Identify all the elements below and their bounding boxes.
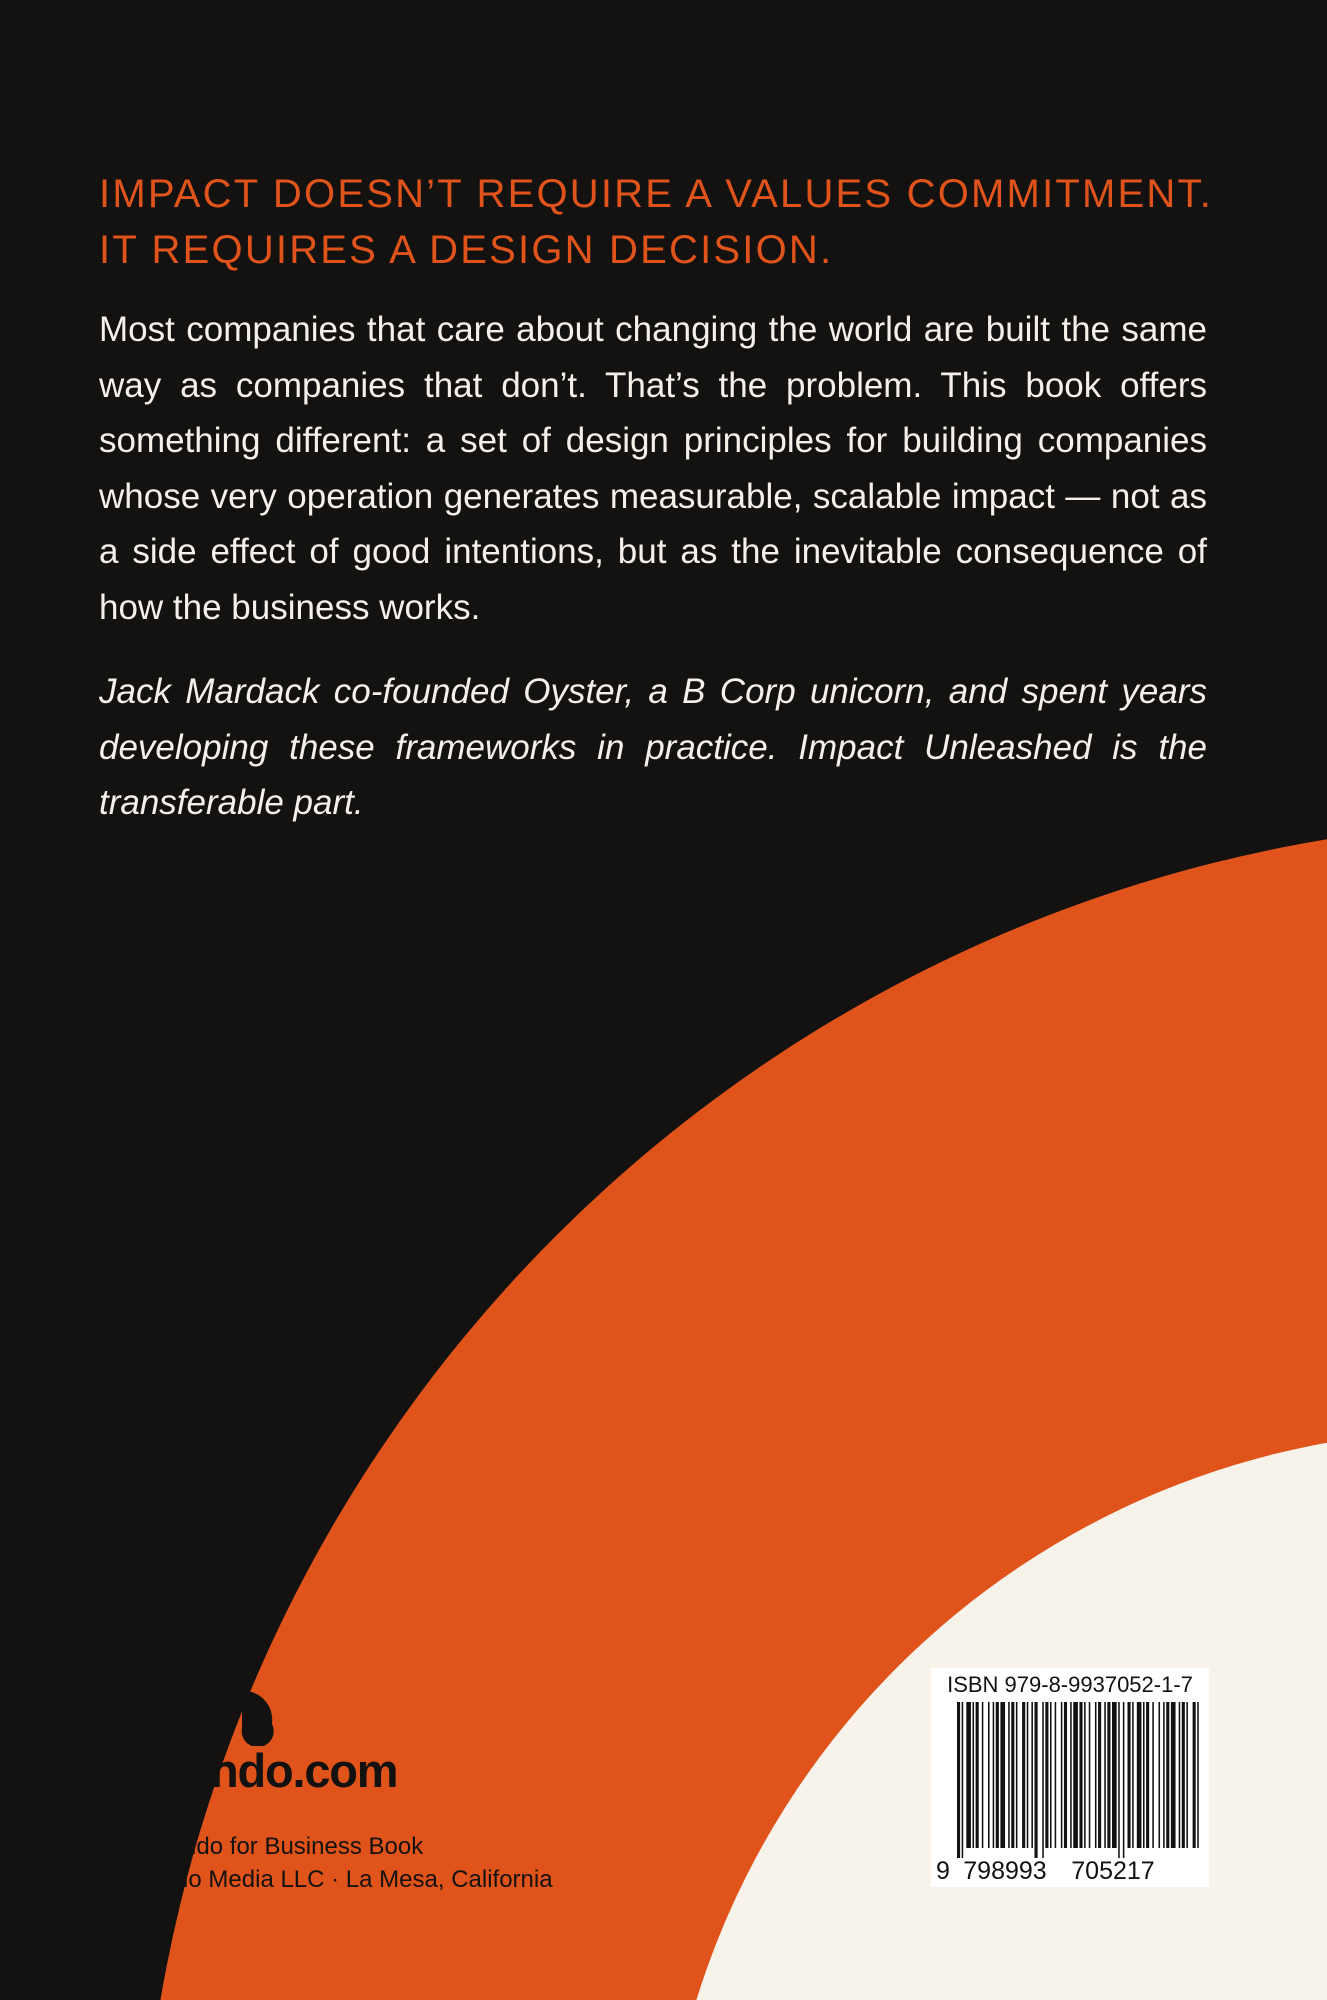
barcode-bar [1061, 1702, 1063, 1848]
barcode-bar [1171, 1702, 1176, 1848]
barcode-bar [1050, 1702, 1052, 1848]
imprint-info [99, 1830, 553, 1896]
barcode-bar [1055, 1702, 1057, 1848]
barcode-bar [1163, 1702, 1165, 1848]
barcode-left-digits: 798993 [963, 1857, 1047, 1885]
barcode-bar [976, 1702, 979, 1848]
imprint-line-1: A Lloviendo for Business Book [99, 1833, 424, 1860]
barcode-bar [1132, 1702, 1134, 1848]
barcode-bar [973, 1702, 975, 1848]
barcode-bar [1089, 1702, 1091, 1848]
barcode-bars [957, 1702, 1199, 1858]
headline-line-1: IMPACT DOESN’T REQUIRE A VALUES COMMITMENT. [99, 172, 1214, 216]
barcode-bar [966, 1702, 971, 1848]
barcode-bar [1016, 1702, 1018, 1848]
barcode-bar [1179, 1702, 1181, 1848]
barcode-bar [1070, 1702, 1072, 1848]
isbn-barcode [931, 1668, 1209, 1887]
barcode-bar [1146, 1702, 1149, 1848]
barcode-bar [1042, 1702, 1044, 1858]
barcode-bar [1095, 1702, 1097, 1848]
barcode-bar [1193, 1702, 1196, 1848]
barcode-bar [1000, 1702, 1005, 1848]
barcode-bar [1045, 1702, 1048, 1848]
barcode-bar [1197, 1702, 1199, 1848]
barcode-bar [1159, 1702, 1161, 1848]
book-description: Most companies that care about changing the world are built the same way as companies that don’t. That’s the problem. This book offers something different: a set of design principles for building companies whose very operation generates measurable, scalable impact — not as a side effect of good intentions, but as the inevitable consequence of how the business works. [99, 310, 1207, 627]
barcode-bar [1128, 1702, 1131, 1848]
barcode-bar [1186, 1702, 1188, 1848]
barcode-bar [1031, 1702, 1033, 1848]
barcode-bar [1008, 1702, 1010, 1848]
barcode-bar [1073, 1702, 1078, 1848]
headline [99, 166, 1259, 278]
barcode-bar [1011, 1702, 1014, 1848]
imprint-line-2: Lloviendo Media LLC · La Mesa, California [99, 1866, 553, 1893]
barcode-bar [1107, 1702, 1110, 1848]
barcode-bar [1064, 1702, 1067, 1848]
barcode-bar [1084, 1702, 1086, 1848]
isbn-label: ISBN 979-8-9937052-1-7 [947, 1672, 1193, 1697]
double-raindrop-icon [196, 1688, 278, 1746]
barcode-bar [1112, 1702, 1117, 1848]
headline-line-2: IT REQUIRES A DESIGN DECISION. [99, 228, 834, 272]
barcode-bar [996, 1702, 999, 1848]
barcode-right-digits: 705217 [1071, 1857, 1155, 1885]
barcode-bar [1166, 1702, 1169, 1848]
barcode-bar [1027, 1702, 1029, 1848]
barcode-bar [962, 1702, 964, 1858]
barcode-bar [1143, 1702, 1145, 1848]
barcode-bar [1022, 1702, 1025, 1848]
barcode-graphic [931, 1668, 1209, 1887]
barcode-bar [1118, 1702, 1120, 1858]
barcode-bar [993, 1702, 995, 1848]
author-note: Jack Mardack co-founded Oyster, a B Corp unicorn, and spent years developing these frameworks in practice. Impact Unleashed is the transferable part. [99, 672, 1207, 822]
barcode-bar [988, 1702, 990, 1848]
barcode-bar [1152, 1702, 1154, 1848]
barcode-bar [1137, 1702, 1142, 1848]
barcode-bar [957, 1702, 960, 1858]
barcode-bar [1104, 1702, 1106, 1848]
barcode-lead-digit: 9 [936, 1857, 950, 1885]
barcode-bar [1079, 1702, 1082, 1848]
barcode-bar [1123, 1702, 1125, 1858]
publisher-logo-text: lloviendo.com [97, 1744, 398, 1797]
barcode-bar [1182, 1702, 1185, 1848]
barcode-bar [982, 1702, 984, 1848]
barcode-bar [1098, 1702, 1101, 1848]
barcode-bar [1035, 1702, 1038, 1858]
